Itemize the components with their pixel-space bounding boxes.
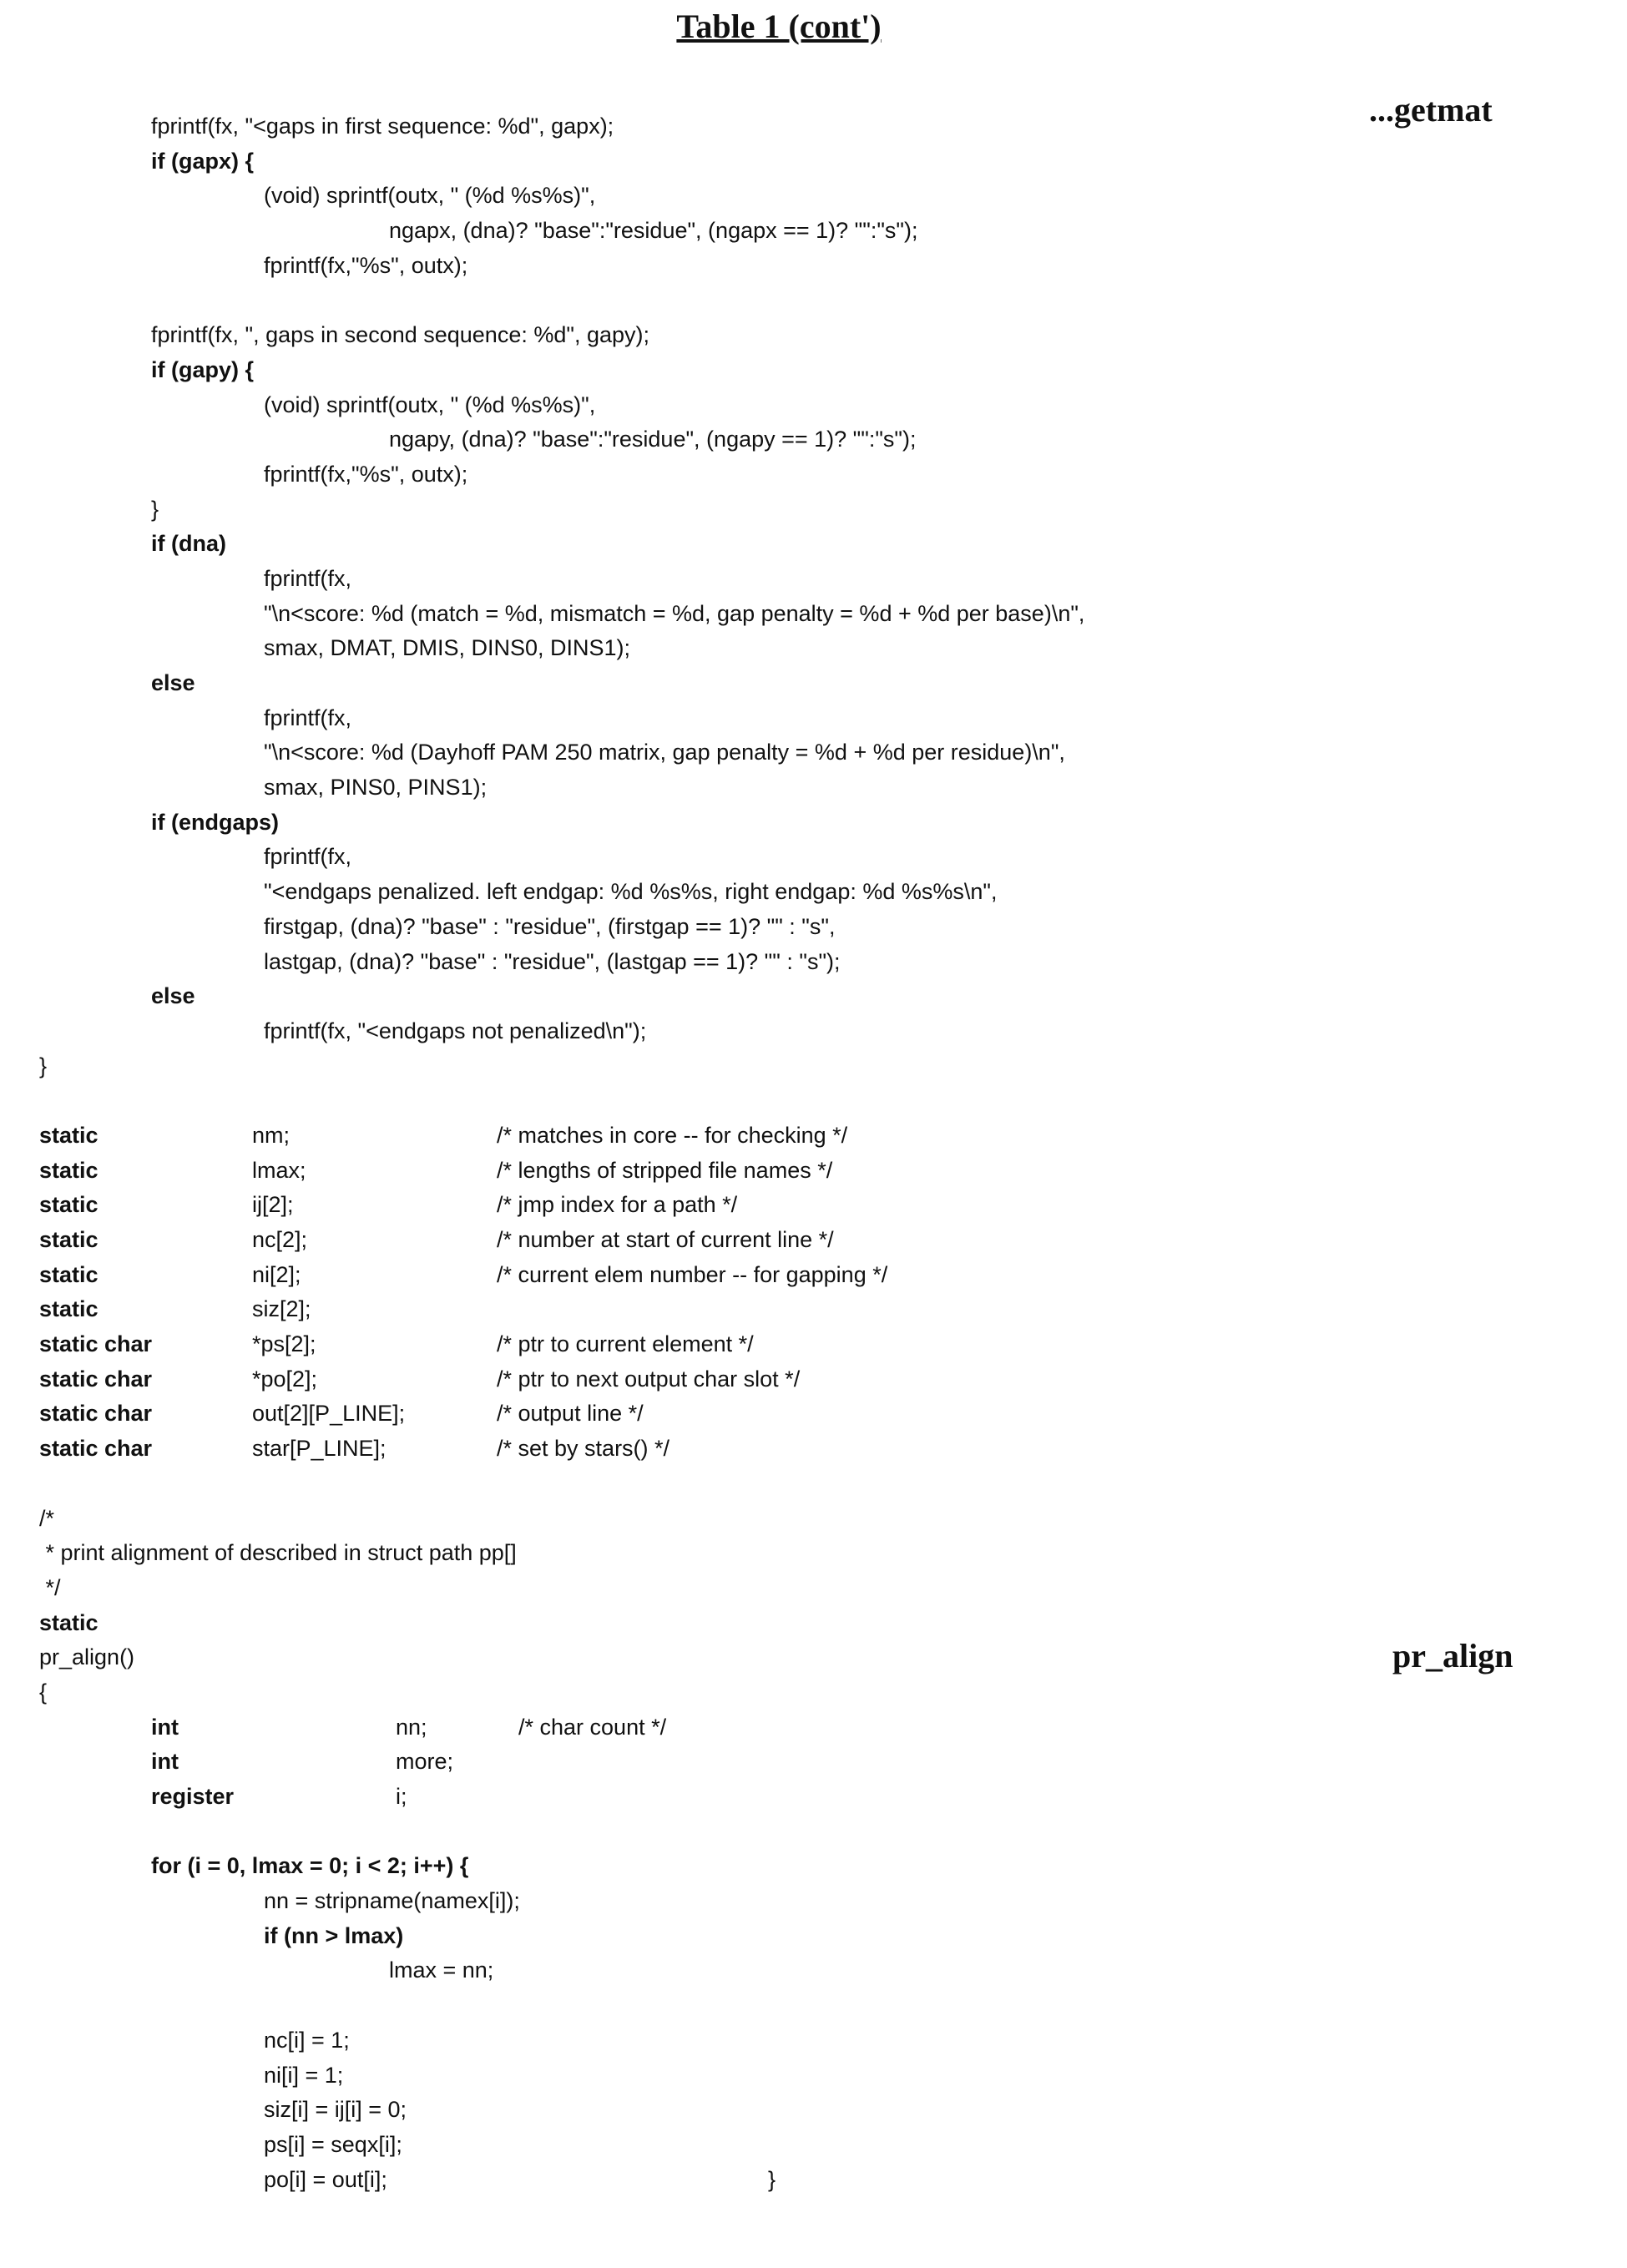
code-line [0,214,1627,249]
blank-line [0,1083,1627,1119]
code-line [0,1536,1627,1571]
code-text: else [151,979,195,1014]
code-line [0,1292,1627,1327]
code-line [0,806,1627,841]
code-line [0,179,1627,214]
decl-comment: /* set by stars() */ [497,1432,669,1467]
code-line [0,1710,1627,1745]
code-text: if (gapy) { [151,353,254,388]
code-text: (void) sprintf(outx, " (%d %s%s)", [264,179,595,214]
code-line [0,1502,1627,1537]
code-text: nc[i] = 1; [264,2023,350,2058]
code-line [0,1014,1627,1049]
code-text: /* [39,1502,54,1537]
code-line [0,735,1627,770]
function-label-pr-align: pr_align [1392,1636,1513,1675]
code-line [0,1571,1627,1606]
code-text: { [39,1675,47,1710]
code-line [0,318,1627,353]
code-text: "<endgaps penalized. left endgap: %d %s%s, right endgap: %d %s%s\n", [264,875,997,910]
decl-type: register [151,1780,234,1815]
decl-name: *ps[2]; [252,1327,316,1362]
decl-comment: /* matches in core -- for checking */ [497,1119,847,1154]
code-line [0,840,1627,875]
code-line [0,1223,1627,1258]
code-text: ngapx, (dna)? "base":"residue", (ngapx == 1)? "":"s"); [389,214,918,249]
code-text: */ [39,1571,61,1606]
decl-type: static [39,1292,99,1327]
code-line [0,1640,1627,1675]
code-line [0,457,1627,492]
code-text: fprintf(fx,"%s", outx); [264,249,467,284]
decl-name: i; [396,1780,407,1815]
code-text: smax, PINS0, PINS1); [264,770,487,806]
code-text: fprintf(fx, "<gaps in first sequence: %d", gapx); [151,109,614,144]
code-text: * print alignment of described in struct path pp[] [39,1536,517,1571]
code-line [0,1606,1627,1641]
code-line [0,249,1627,284]
code-text: fprintf(fx, [264,701,351,736]
code-text: static [39,1606,99,1641]
code-text: smax, DMAT, DMIS, DINS0, DINS1); [264,631,630,666]
code-line [0,1953,1627,1988]
code-text: nn = stripname(namex[i]); [264,1884,520,1919]
closing-brace: } [768,2163,776,2198]
code-line [0,2093,1627,2128]
code-text: } [39,1049,47,1084]
code-line [0,597,1627,632]
code-text: lmax = nn; [389,1953,493,1988]
code-line [0,1049,1627,1084]
function-label-getmat: ...getmat [1369,90,1493,129]
code-text: firstgap, (dna)? "base" : "residue", (firstgap == 1)? "" : "s", [264,910,835,945]
code-text: "\n<score: %d (Dayhoff PAM 250 matrix, gap penalty = %d + %d per residue)\n", [264,735,1065,770]
code-text: fprintf(fx,"%s", outx); [264,457,467,492]
code-text: po[i] = out[i]; [264,2163,387,2198]
code-line [0,1919,1627,1954]
code-line [0,701,1627,736]
decl-type: static char [39,1432,152,1467]
decl-type: static [39,1154,99,1189]
code-line [0,945,1627,980]
code-text: ps[i] = seqx[i]; [264,2128,402,2163]
code-line [0,1675,1627,1710]
decl-type: static char [39,1362,152,1397]
code-line [0,1362,1627,1397]
code-line [0,2023,1627,2058]
code-line [0,770,1627,806]
decl-comment: /* number at start of current line */ [497,1223,834,1258]
page-title: Table 1 (cont') [0,7,1558,46]
code-text: fprintf(fx, [264,840,351,875]
code-line [0,2163,1627,2198]
code-text: ngapy, (dna)? "base":"residue", (ngapy == 1)? "":"s"); [389,422,917,457]
code-text: "\n<score: %d (match = %d, mismatch = %d, gap penalty = %d + %d per base)\n", [264,597,1084,632]
decl-type: int [151,1745,179,1780]
code-text: if (dna) [151,527,226,562]
code-line [0,875,1627,910]
code-text: for (i = 0, lmax = 0; i < 2; i++) { [151,1849,468,1884]
code-text: } [151,492,159,528]
decl-name: ij[2]; [252,1188,294,1223]
decl-name: nn; [396,1710,427,1745]
decl-name: *po[2]; [252,1362,317,1397]
code-line [0,1780,1627,1815]
blank-line [0,283,1627,318]
code-text: fprintf(fx, ", gaps in second sequence: %d", gapy); [151,318,649,353]
decl-name: more; [396,1745,453,1780]
code-line [0,1432,1627,1467]
blank-line [0,1467,1627,1502]
code-text: if (nn > lmax) [264,1919,403,1954]
decl-type: static char [39,1397,152,1432]
code-text: siz[i] = ij[i] = 0; [264,2093,407,2128]
blank-line [0,1815,1627,1850]
code-text: fprintf(fx, "<endgaps not penalized\n"); [264,1014,646,1049]
code-text: ni[i] = 1; [264,2058,343,2094]
decl-comment: /* lengths of stripped file names */ [497,1154,832,1189]
code-line [0,2058,1627,2094]
decl-comment: /* ptr to next output char slot */ [497,1362,800,1397]
code-line [0,1327,1627,1362]
code-line [0,527,1627,562]
decl-comment: /* char count */ [518,1710,666,1745]
decl-comment: /* jmp index for a path */ [497,1188,737,1223]
code-line [0,353,1627,388]
code-line [0,492,1627,528]
decl-type: static [39,1119,99,1154]
decl-type: static [39,1188,99,1223]
code-line [0,422,1627,457]
code-line [0,979,1627,1014]
code-line [0,1745,1627,1780]
decl-comment: /* output line */ [497,1397,644,1432]
decl-type: int [151,1710,179,1745]
decl-name: nm; [252,1119,290,1154]
decl-name: nc[2]; [252,1223,307,1258]
code-line [0,1884,1627,1919]
decl-name: lmax; [252,1154,306,1189]
code-text: (void) sprintf(outx, " (%d %s%s)", [264,388,595,423]
code-line [0,1188,1627,1223]
blank-line [0,1988,1627,2023]
decl-type: static [39,1258,99,1293]
code-line [0,144,1627,179]
decl-type: static [39,1223,99,1258]
code-line [0,562,1627,597]
code-listing [0,109,1627,2197]
code-text: lastgap, (dna)? "base" : "residue", (lastgap == 1)? "" : "s"); [264,945,841,980]
code-text: else [151,666,195,701]
code-line [0,1119,1627,1154]
code-text: pr_align() [39,1640,134,1675]
code-line [0,109,1627,144]
decl-name: out[2][P_LINE]; [252,1397,405,1432]
decl-comment: /* ptr to current element */ [497,1327,754,1362]
code-line [0,1154,1627,1189]
decl-name: ni[2]; [252,1258,301,1293]
code-text: if (gapx) { [151,144,254,179]
code-line [0,910,1627,945]
code-line [0,1849,1627,1884]
code-line [0,388,1627,423]
decl-name: star[P_LINE]; [252,1432,387,1467]
decl-name: siz[2]; [252,1292,311,1327]
code-line [0,1397,1627,1432]
code-line [0,631,1627,666]
code-text: if (endgaps) [151,806,279,841]
code-line [0,2128,1627,2163]
code-text: fprintf(fx, [264,562,351,597]
decl-comment: /* current elem number -- for gapping */ [497,1258,887,1293]
decl-type: static char [39,1327,152,1362]
code-line [0,666,1627,701]
code-line [0,1258,1627,1293]
